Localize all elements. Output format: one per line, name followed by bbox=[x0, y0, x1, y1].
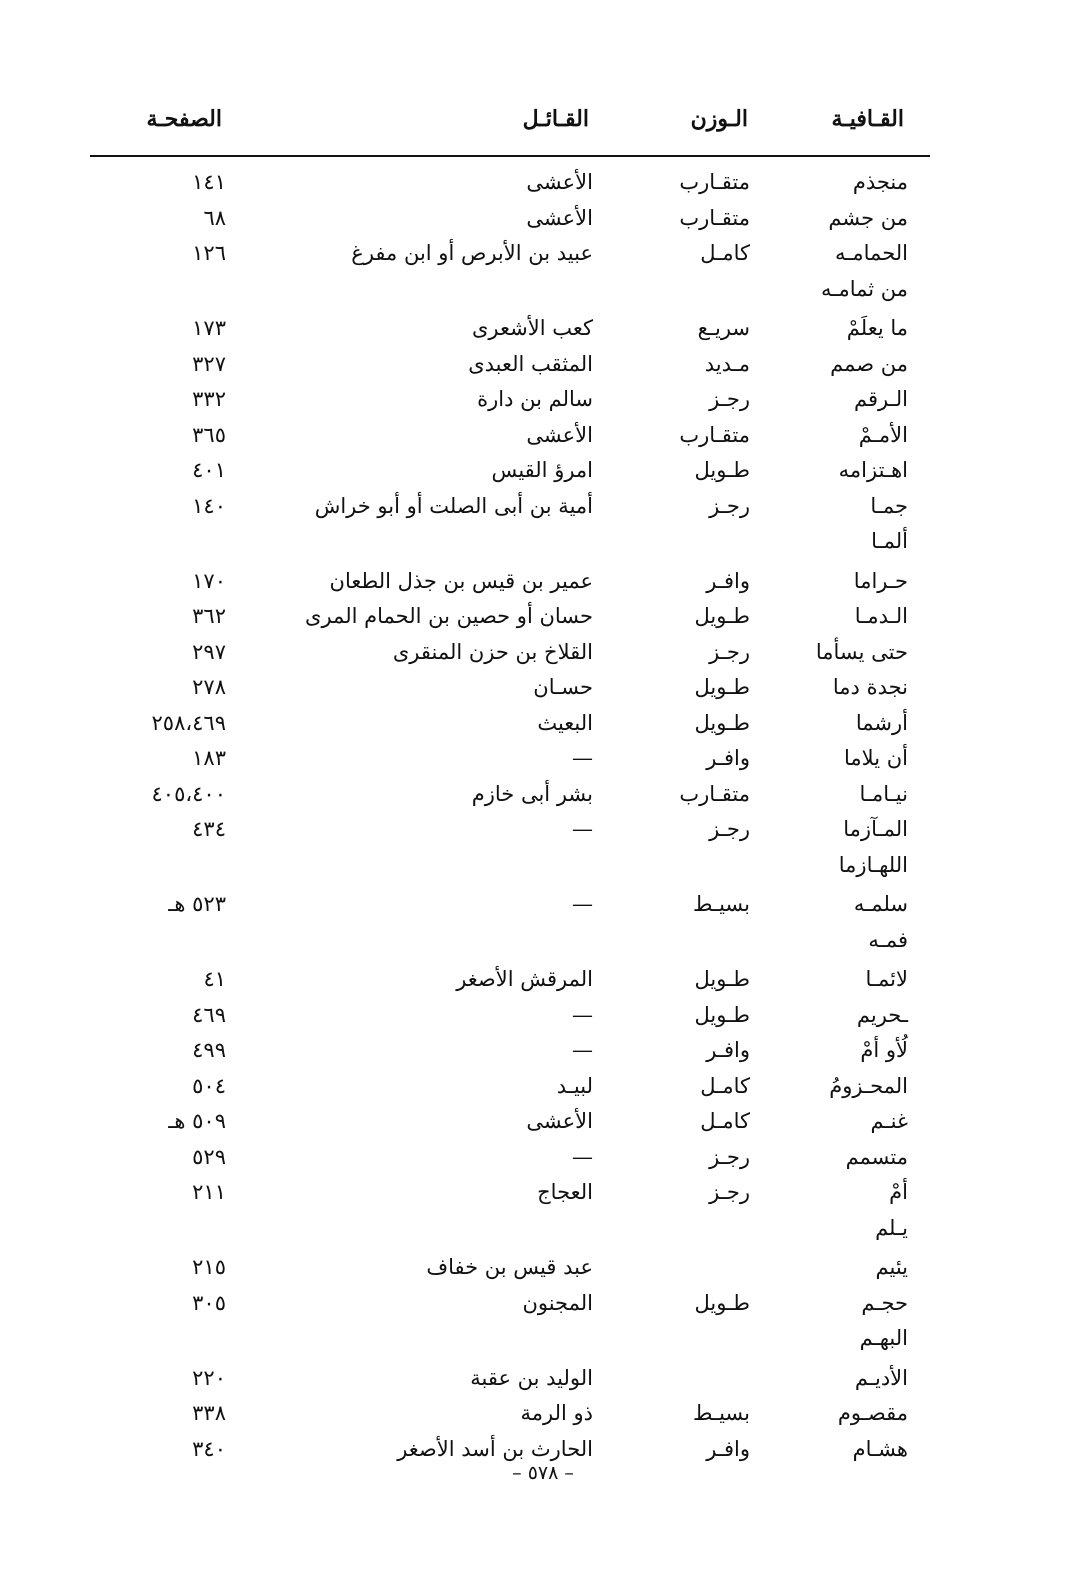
table-row bbox=[0, 565, 1086, 601]
cell-qail: الأعشى bbox=[526, 422, 593, 447]
cell-safha: ٥٠٩ هـ bbox=[168, 1109, 226, 1133]
cell-safha: ٢٥٨،٤٦٩ bbox=[151, 710, 226, 735]
cell-wazn: متقـارب bbox=[679, 422, 750, 447]
cell-qail: حسـان bbox=[533, 675, 593, 699]
table-row bbox=[0, 600, 1086, 636]
cell-safha: ٤٠٥،٤٠٠ bbox=[151, 781, 226, 806]
cell-wazn: وافـر bbox=[706, 568, 750, 593]
cell-wazn: متقـارب bbox=[679, 781, 750, 806]
table-row bbox=[0, 1070, 1086, 1106]
table-row bbox=[0, 525, 1086, 561]
cell-qail: عبيد بن الأبرص أو ابن مفرغ bbox=[351, 241, 593, 265]
cell-safha: ٢٧٨ bbox=[192, 675, 226, 699]
cell-qafiya: اهـتزامه bbox=[838, 458, 908, 482]
cell-wazn: رجـز bbox=[709, 639, 750, 664]
cell-qail: أمية بن أبى الصلت أو أبو خراش bbox=[314, 493, 593, 518]
table-row bbox=[0, 1397, 1086, 1433]
cell-qafiya: نجدة دما bbox=[832, 675, 908, 699]
cell-safha: ٢١٥ bbox=[192, 1255, 226, 1279]
cell-wazn: طـويل bbox=[694, 675, 750, 699]
table-row bbox=[0, 924, 1086, 960]
cell-qafiya: اللهـازما bbox=[838, 852, 908, 877]
cell-qafiya: متسمم bbox=[845, 1144, 908, 1169]
cell-qail: بشر أبى خازم bbox=[471, 781, 593, 806]
cell-safha: ٣٢٧ bbox=[192, 351, 226, 376]
table-row bbox=[0, 1322, 1086, 1358]
table-row bbox=[0, 1251, 1086, 1287]
cell-wazn: طـويل bbox=[694, 710, 750, 735]
cell-qail: المجنون bbox=[522, 1290, 593, 1315]
cell-qafiya: من جشم bbox=[828, 205, 908, 230]
header-safha: الصفحـة bbox=[146, 106, 222, 132]
table-row bbox=[0, 999, 1086, 1035]
cell-qafiya: يـلم bbox=[875, 1215, 908, 1240]
cell-safha: ٢٢٠ bbox=[192, 1365, 226, 1390]
cell-safha: ١٢٦ bbox=[192, 241, 226, 265]
cell-qafiya: مقصـوم bbox=[837, 1401, 908, 1425]
cell-qafiya: هشـام bbox=[852, 1436, 908, 1461]
cell-wazn: رجـز bbox=[709, 387, 750, 411]
cell-qafiya: المحـزومُ bbox=[829, 1073, 908, 1098]
cell-qafiya: حتى يسأما bbox=[815, 639, 908, 664]
cell-qafiya: الحمامـه bbox=[835, 241, 908, 265]
cell-wazn: كامـل bbox=[700, 1109, 750, 1133]
cell-wazn: رجـز bbox=[709, 1144, 750, 1169]
cell-wazn: طـويل bbox=[694, 458, 750, 482]
cell-wazn: طـويل bbox=[694, 1290, 750, 1315]
cell-qail: — bbox=[572, 1038, 593, 1062]
table-row bbox=[0, 1141, 1086, 1177]
cell-qafiya: منجذم bbox=[852, 170, 908, 194]
cell-qail: لبيـد bbox=[556, 1073, 593, 1098]
table-row bbox=[0, 490, 1086, 526]
table-row bbox=[0, 742, 1086, 778]
cell-safha: ٣٤٠ bbox=[192, 1436, 226, 1461]
cell-wazn: كامـل bbox=[700, 241, 750, 265]
table-row bbox=[0, 1105, 1086, 1141]
cell-wazn: طـويل bbox=[694, 967, 750, 991]
cell-qail: الحارث بن أسد الأصغر bbox=[397, 1436, 593, 1461]
cell-safha: ٤٩٩ bbox=[192, 1038, 226, 1062]
cell-qail: — bbox=[572, 817, 593, 841]
cell-qail: الأعشى bbox=[526, 205, 593, 230]
table-row bbox=[0, 454, 1086, 490]
cell-safha: ٣٦٢ bbox=[192, 604, 226, 628]
cell-safha: ٥٠٤ bbox=[192, 1073, 226, 1098]
table-row bbox=[0, 963, 1086, 999]
cell-wazn: رجـز bbox=[709, 817, 750, 841]
cell-qafiya: يئيم bbox=[875, 1255, 908, 1279]
cell-qail: القلاخ بن حزن المنقرى bbox=[392, 639, 593, 664]
cell-qafiya: حـراما bbox=[853, 568, 908, 593]
table-row bbox=[0, 237, 1086, 273]
table-row bbox=[0, 1176, 1086, 1212]
table-row bbox=[0, 273, 1086, 309]
cell-qafiya: أرشما bbox=[855, 710, 908, 735]
table-row bbox=[0, 202, 1086, 238]
cell-safha: ٣٣٨ bbox=[192, 1401, 226, 1425]
table-row bbox=[0, 849, 1086, 885]
cell-safha: ٤٦٩ bbox=[192, 1002, 226, 1027]
cell-qail: — bbox=[572, 746, 593, 770]
cell-qafiya: لائمـا bbox=[865, 967, 908, 991]
cell-qail: عبد قيس بن خفاف bbox=[426, 1255, 593, 1279]
cell-safha: ٤٠١ bbox=[192, 458, 226, 482]
table-row bbox=[0, 778, 1086, 814]
cell-wazn: كامـل bbox=[700, 1073, 750, 1098]
cell-wazn: مـديد bbox=[704, 351, 750, 376]
table-row bbox=[0, 419, 1086, 455]
cell-wazn: متقـارب bbox=[679, 170, 750, 194]
cell-safha: ٣٣٢ bbox=[192, 387, 226, 411]
cell-qafiya: جمـا bbox=[870, 493, 908, 518]
cell-wazn: طـويل bbox=[694, 604, 750, 628]
cell-safha: ٣٠٥ bbox=[192, 1290, 226, 1315]
cell-qafiya: غنـم bbox=[870, 1109, 908, 1133]
table-row bbox=[0, 166, 1086, 202]
cell-safha: ٤٣٤ bbox=[192, 817, 226, 841]
cell-qafiya: سلمـه bbox=[853, 892, 908, 916]
cell-safha: ١٤٠ bbox=[192, 493, 226, 518]
cell-wazn: وافـر bbox=[706, 1436, 750, 1461]
cell-qail: عمير بن قيس بن جذل الطعان bbox=[329, 568, 593, 593]
cell-qafiya: نيـامـا bbox=[859, 781, 908, 806]
table-row bbox=[0, 1212, 1086, 1248]
cell-qail: المرقش الأصغر bbox=[456, 967, 593, 991]
cell-safha: ٦٨ bbox=[203, 205, 226, 230]
cell-qafiya: من صمم bbox=[830, 351, 908, 376]
header-qafiya: القـافيـة bbox=[831, 106, 904, 132]
table-row bbox=[0, 383, 1086, 419]
table-row bbox=[0, 888, 1086, 924]
cell-qafiya: الـدمـا bbox=[854, 604, 908, 628]
cell-qail: الوليد بن عقبة bbox=[470, 1365, 593, 1390]
cell-qail: ذو الرمة bbox=[520, 1401, 593, 1425]
table-row bbox=[0, 1362, 1086, 1398]
cell-safha: ١٧٠ bbox=[192, 568, 226, 593]
cell-safha: ٤١ bbox=[203, 967, 226, 991]
cell-wazn: بسيـط bbox=[692, 1401, 750, 1425]
cell-safha: ٣٦٥ bbox=[192, 422, 226, 447]
cell-qafiya: أمْ bbox=[889, 1180, 908, 1204]
cell-qail: سالم بن دارة bbox=[477, 387, 593, 411]
cell-qafiya: من ثمامـه bbox=[821, 276, 908, 301]
cell-qail: امرؤ القيس bbox=[491, 458, 593, 482]
cell-wazn: رجـز bbox=[709, 493, 750, 518]
table-row bbox=[0, 348, 1086, 384]
cell-qail: حسان أو حصين بن الحمام المرى bbox=[305, 604, 593, 628]
cell-qafiya: المـآزما bbox=[843, 817, 908, 841]
header-wazn: الـوزن bbox=[690, 106, 748, 132]
table-row bbox=[0, 312, 1086, 348]
cell-qail: البعيث bbox=[537, 710, 593, 735]
header-qail: القـائـل bbox=[522, 106, 589, 132]
table-row bbox=[0, 1034, 1086, 1070]
cell-wazn: وافـر bbox=[706, 746, 750, 770]
cell-wazn: طـويل bbox=[694, 1002, 750, 1027]
cell-qafiya: الأمـمْ bbox=[858, 422, 908, 447]
table-row bbox=[0, 813, 1086, 849]
cell-qail: — bbox=[572, 892, 593, 916]
cell-qail: العجاج bbox=[537, 1180, 593, 1204]
cell-wazn: رجـز bbox=[709, 1180, 750, 1204]
index-table bbox=[0, 166, 1086, 1468]
cell-safha: ٢٩٧ bbox=[192, 639, 226, 664]
cell-safha: ٥٢٣ هـ bbox=[168, 892, 226, 916]
cell-qafiya: ما يعلَمْ bbox=[846, 316, 908, 340]
cell-qafiya: ـحريم bbox=[856, 1002, 908, 1027]
cell-safha: ١٨٣ bbox=[192, 746, 226, 770]
cell-qafiya: لُأو أمْ bbox=[860, 1038, 908, 1062]
table-row bbox=[0, 707, 1086, 743]
table-row bbox=[0, 671, 1086, 707]
cell-qafiya: ألمـا bbox=[871, 529, 908, 553]
table-row bbox=[0, 636, 1086, 672]
cell-wazn: متقـارب bbox=[679, 205, 750, 230]
cell-qail: — bbox=[572, 1144, 593, 1169]
cell-qail: المثقب العبدى bbox=[468, 351, 593, 376]
cell-qafiya: أن يلاما bbox=[844, 746, 908, 770]
cell-qafiya: الأديـم bbox=[854, 1365, 908, 1390]
cell-qail: الأعشى bbox=[526, 170, 593, 194]
cell-wazn: وافـر bbox=[706, 1038, 750, 1062]
page-number: – ٥٧٨ – bbox=[512, 1462, 574, 1484]
cell-qafiya: الـرقم bbox=[854, 387, 908, 411]
header-rule bbox=[90, 155, 930, 157]
cell-safha: ١٤١ bbox=[192, 170, 226, 194]
cell-qafiya: البهـم bbox=[859, 1326, 908, 1350]
cell-qail: — bbox=[572, 1002, 593, 1027]
cell-qafiya: حجـم bbox=[861, 1290, 908, 1315]
cell-wazn: بسيـط bbox=[692, 892, 750, 916]
cell-qail: كعب الأشعرى bbox=[472, 316, 593, 340]
cell-safha: ٢١١ bbox=[192, 1180, 226, 1204]
cell-wazn: سريـع bbox=[697, 316, 750, 340]
table-row bbox=[0, 1287, 1086, 1323]
cell-qafiya: فمـه bbox=[868, 927, 908, 952]
cell-safha: ٥٢٩ bbox=[192, 1144, 226, 1169]
cell-qail: الأعشى bbox=[526, 1109, 593, 1133]
cell-safha: ١٧٣ bbox=[192, 316, 226, 340]
